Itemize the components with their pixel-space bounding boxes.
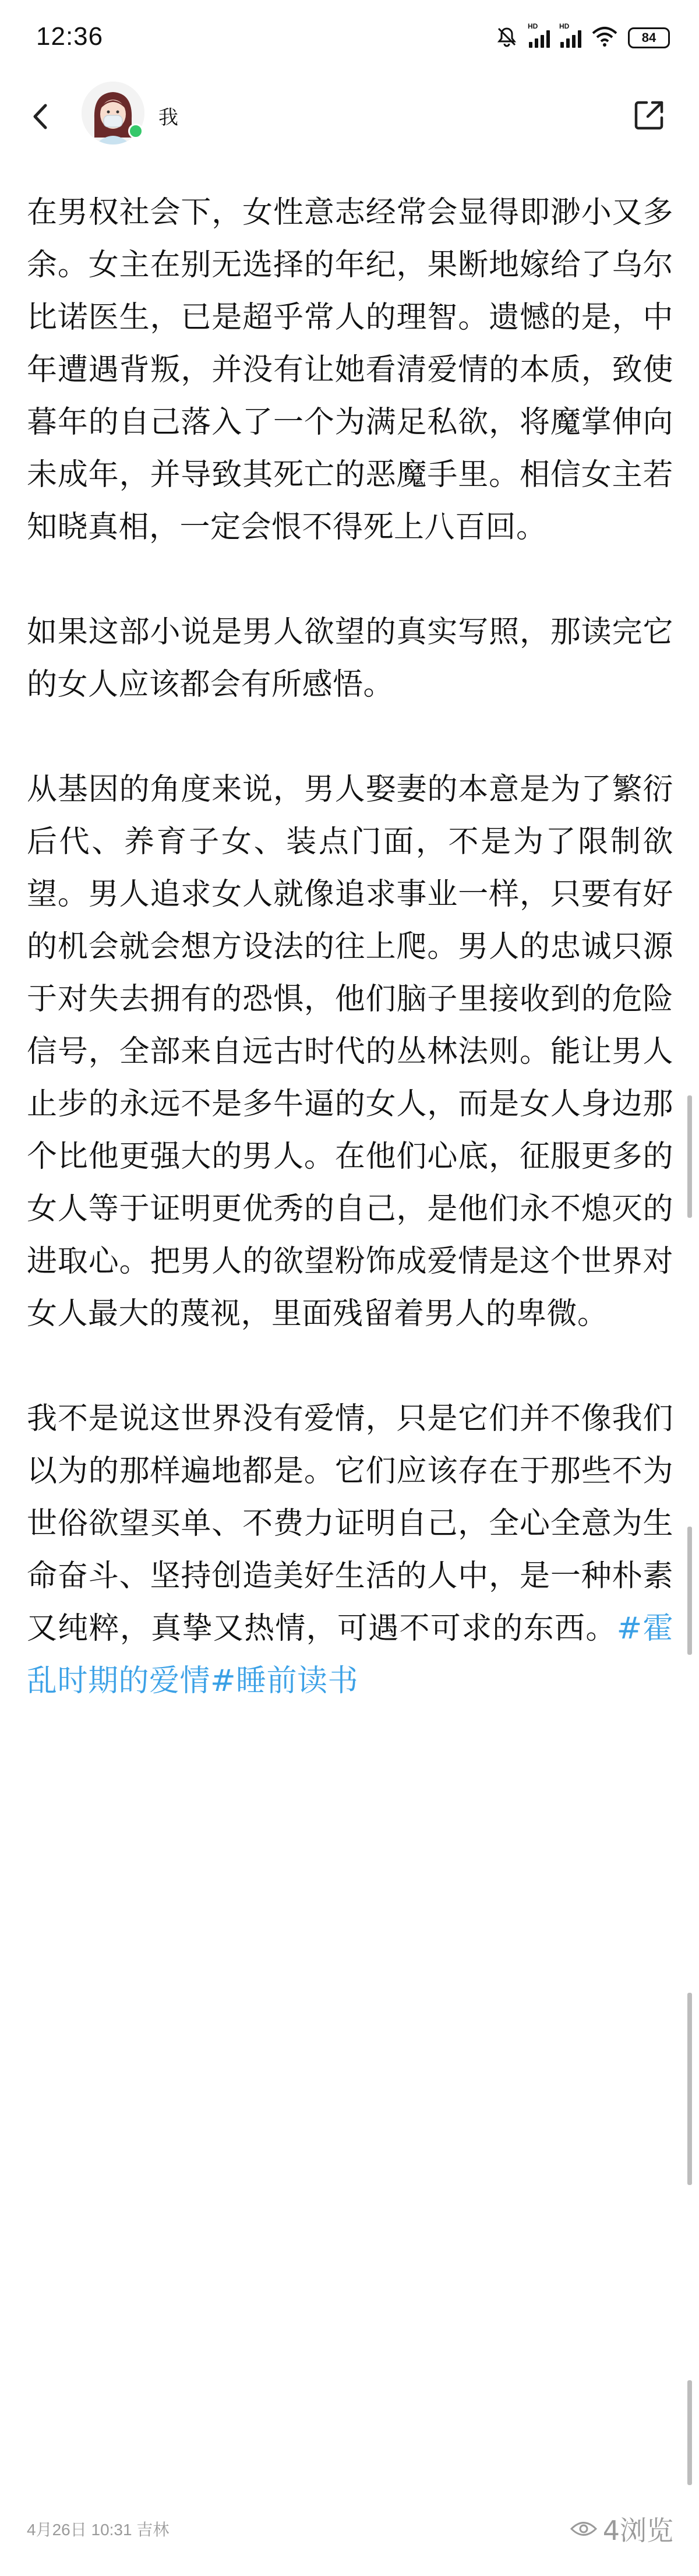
view-count-label: 4浏览 [602, 2515, 673, 2546]
share-button[interactable] [626, 92, 672, 139]
scroll-indicator [687, 1095, 692, 1218]
post-paragraph: 从基因的角度来说，男人娶妻的本意是为了繁衍后代、养育子女、装点门面，不是为了限制欲望。男人追求女人就像追求事业一样，只要有好的机会就会想方设法的往上爬。男人的忠诚只源于对失去拥有的恐惧，他们脑子里接收到的危险信号，全部来自远古时代的丛林法则。能让男人止步的永远不是多牛逼的女人，而是女人身边那个比他更强大的男人。在他们心底，征服更多的女人等于证明更优秀的自己，是他们永不熄灭的进取心。把男人的欲望粉饰成爱情是这个世界对女人最大的蔑视，里面残留着男人的卑微。 [27, 772, 673, 1331]
online-status-dot [128, 124, 143, 139]
post-meta: 4月26日 10:31 吉林 [27, 2521, 170, 2539]
mute-icon [495, 25, 518, 51]
wifi-icon [592, 26, 617, 50]
post-paragraph: 在男权社会下，女性意志经常会显得即渺小又多余。女主在别无选择的年纪，果断地嫁给了乌尔比诺医生，已是超乎常人的理智。遗憾的是，中年遭遇背叛，并没有让她看清爱情的本质，致使暮年的自己落入了一个为满足私欲，将魔掌伸向未成年，并导致其死亡的恶魔手里。相信女主若知晓真相，一定会恨不得死上八百回。 [27, 195, 673, 545]
status-icons [495, 23, 670, 52]
eye-icon [570, 2520, 597, 2538]
post-content [27, 186, 673, 1707]
username[interactable]: 我 [158, 106, 178, 129]
status-time: 12:36 [36, 22, 104, 51]
scroll-indicator [687, 1993, 692, 2185]
post-paragraph-last [27, 1393, 673, 1707]
signal-icon: HD [529, 28, 550, 48]
post-paragraph: 如果这部小说是男人欲望的真实写照，那读完它的女人应该都会有所感悟。 [27, 615, 673, 702]
status-bar [0, 0, 699, 76]
scroll-indicator [687, 2380, 692, 2485]
app-header [0, 76, 699, 160]
view-count [570, 2510, 673, 2548]
share-icon [631, 98, 666, 133]
hashtags[interactable]: #霍乱时期的爱情#睡前读书 [27, 1611, 673, 1698]
signal-icon: HD [560, 28, 581, 48]
post-footer [27, 2514, 673, 2546]
back-arrow-icon [29, 102, 52, 131]
battery-level: 84 [641, 30, 656, 45]
post-paragraph-text: 我不是说这世界没有爱情，只是它们并不像我们以为的那样遍地都是。它们应该存在于那些不为世俗欲望买单、不费力证明自己，全心全意为生命奋斗、坚持创造美好生活的人中，是一种朴素又纯粹，真挚又热情，可遇不可求的东西。 [27, 1401, 673, 1646]
back-button[interactable] [23, 99, 58, 134]
avatar[interactable] [82, 82, 144, 145]
battery-icon [628, 27, 670, 48]
scroll-indicator [687, 1527, 692, 1655]
